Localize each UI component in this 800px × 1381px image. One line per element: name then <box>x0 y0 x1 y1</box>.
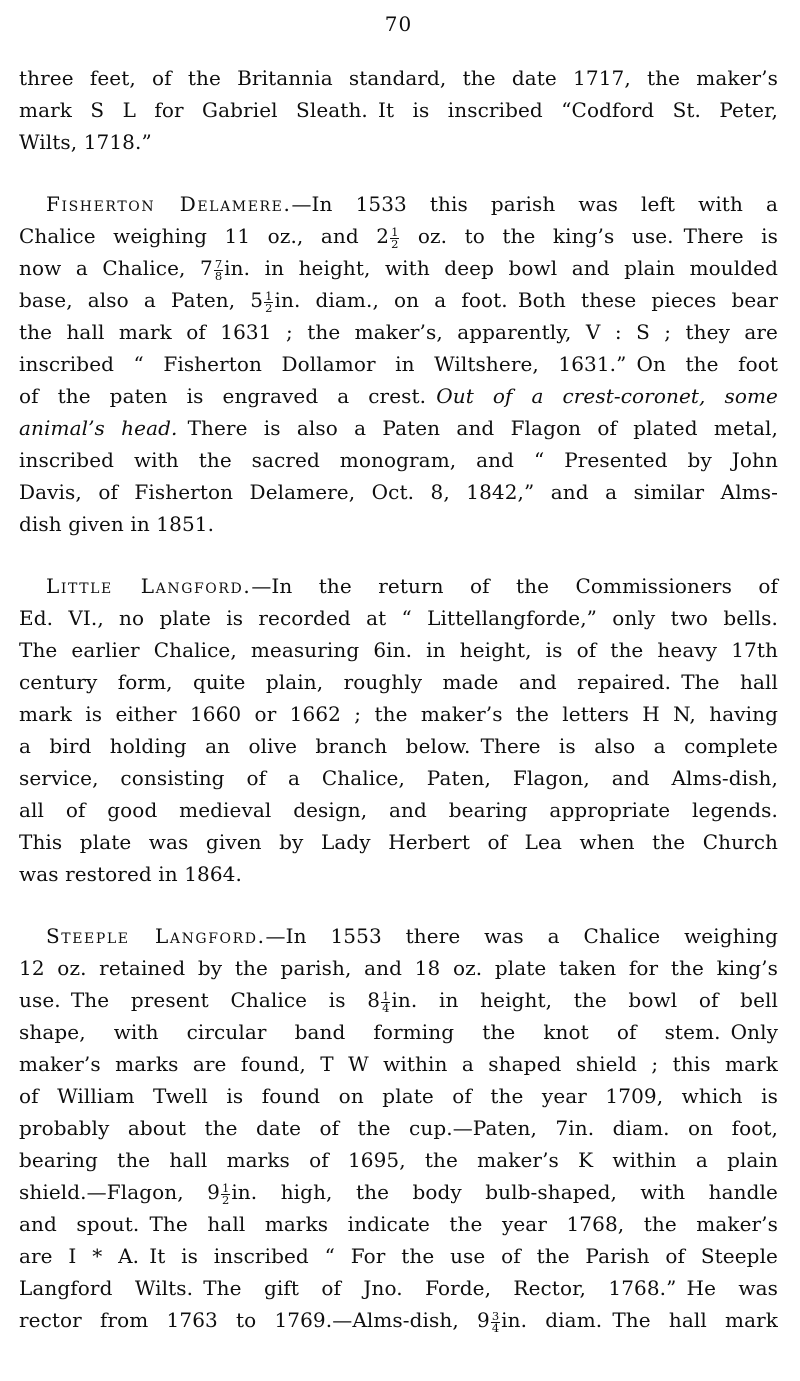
text-line <box>19 762 778 794</box>
text-segment: Wilts, 1718.” <box>19 130 152 154</box>
text-line <box>19 1144 778 1176</box>
text-line <box>19 1080 778 1112</box>
text-line <box>19 984 778 1016</box>
text-segment: of William Twell is found on plate of the year 1709, which is <box>19 1084 778 1108</box>
text-segment: inscribed “ Fisherton Dollamor in Wiltshere, 1631.” On the foot <box>19 352 778 376</box>
text-line <box>19 1112 778 1144</box>
text-line <box>19 508 778 540</box>
text-segment: dish given in 1851. <box>19 512 215 536</box>
section-heading-steeple-langford: Steeple Langford. <box>46 924 266 948</box>
text-line <box>19 316 778 348</box>
text-segment: bearing the hall marks of 1695, the maker’s K within a plain <box>19 1148 778 1172</box>
text-segment: the hall mark of 1631 ; the maker’s, apparently, V : S ; they are <box>19 320 778 344</box>
text-line <box>19 794 778 826</box>
text-segment: shape, with circular band forming the knot of stem. Only <box>19 1020 778 1044</box>
text-line <box>19 1176 778 1208</box>
text-segment: This plate was given by Lady Herbert of Lea when the Church <box>19 830 778 854</box>
text-line <box>19 94 778 126</box>
text-line <box>19 826 778 858</box>
text-segment: service, consisting of a Chalice, Paten, Flagon, and Alms-dish, <box>19 766 778 790</box>
text-segment: Chalice weighing 11 oz., and 2 <box>19 224 390 248</box>
text-segment: There is also a Paten and Flagon of plated metal, <box>177 416 779 440</box>
text-segment: 12 oz. retained by the parish, and 18 oz. plate taken for the king’s <box>19 956 778 980</box>
paragraph-steeple-langford <box>19 920 778 1336</box>
text-line <box>19 62 778 94</box>
text-segment: in. diam. The hall mark <box>501 1308 778 1332</box>
text-line <box>19 284 778 316</box>
text-segment: use. The present Chalice is 8 <box>19 988 381 1012</box>
text-segment: Out of a crest-coronet, some <box>436 384 778 408</box>
text-segment: Ed. VI., no plate is recorded at “ Littellangforde,” only two bells. <box>19 606 778 630</box>
text-segment: shield.—Flagon, 9 <box>19 1180 220 1204</box>
text-line <box>19 634 778 666</box>
stacked-fraction: $\frac{3}{4}$ <box>491 1308 500 1335</box>
text-segment: —In 1553 there was a Chalice weighing <box>265 924 778 948</box>
text-line <box>19 1208 778 1240</box>
text-segment: Langford Wilts. The gift of Jno. Forde, Rector, 1768.” He was <box>19 1276 778 1300</box>
text-line <box>19 444 778 476</box>
text-segment: —In 1533 this parish was left with a <box>291 192 778 216</box>
text-segment: in. high, the body bulb-shaped, with handle <box>231 1180 778 1204</box>
text-line <box>19 220 778 252</box>
section-heading-little-langford: Little Langford. <box>46 574 252 598</box>
text-segment: in. in height, with deep bowl and plain moulded <box>224 256 778 280</box>
text-line <box>19 188 778 220</box>
text-segment: all of good medieval design, and bearing appropriate legends. <box>19 798 778 822</box>
text-line <box>19 1272 778 1304</box>
text-line <box>19 126 778 158</box>
text-segment: in. in height, the bowl of bell <box>391 988 778 1012</box>
text-segment: century form, quite plain, roughly made and repaired. The hall <box>19 670 778 694</box>
paragraph-fisherton-delamere <box>19 188 778 540</box>
text-line <box>19 730 778 762</box>
text-segment: base, also a Paten, 5 <box>19 288 264 312</box>
text-segment: of the paten is engraved a crest. <box>19 384 437 408</box>
text-segment: oz. to the king’s use. There is <box>400 224 778 248</box>
text-line <box>19 412 778 444</box>
section-heading-fisherton-delamere: Fisherton Delamere. <box>46 192 292 216</box>
text-segment: mark is either 1660 or 1662 ; the maker’s the letters H N, having <box>19 702 778 726</box>
text-segment: —In the return of the Commissioners of <box>251 574 778 598</box>
text-line <box>19 380 778 412</box>
text-segment: probably about the date of the cup.—Paten, 7in. diam. on foot, <box>19 1116 778 1140</box>
text-line <box>19 1048 778 1080</box>
text-line <box>19 570 778 602</box>
text-block <box>19 62 778 1336</box>
stacked-fraction: $\frac{7}{8}$ <box>214 256 223 283</box>
stacked-fraction: $\frac{1}{4}$ <box>382 988 390 1015</box>
text-line <box>19 602 778 634</box>
text-segment: animal’s head. <box>19 416 178 440</box>
text-line <box>19 1016 778 1048</box>
text-segment: inscribed with the sacred monogram, and “ Presented by John <box>19 448 778 472</box>
text-line <box>19 348 778 380</box>
stacked-fraction: $\frac{1}{2}$ <box>265 288 273 315</box>
text-line <box>19 1240 778 1272</box>
paragraph-codford-continuation <box>19 62 778 158</box>
text-line <box>19 666 778 698</box>
text-segment: was restored in 1864. <box>19 862 242 886</box>
page-number: 70 <box>384 12 413 36</box>
text-line <box>19 252 778 284</box>
text-segment: three feet, of the Britannia standard, the date 1717, the maker’s <box>19 66 778 90</box>
stacked-fraction: $\frac{1}{2}$ <box>391 224 399 251</box>
text-line <box>19 476 778 508</box>
text-line <box>19 952 778 984</box>
text-segment: in. diam., on a foot. Both these pieces bear <box>274 288 778 312</box>
text-segment: Davis, of Fisherton Delamere, Oct. 8, 1842,” and a similar Alms- <box>19 480 778 504</box>
text-segment: and spout. The hall marks indicate the year 1768, the maker’s <box>19 1212 778 1236</box>
stacked-fraction: $\frac{1}{2}$ <box>221 1180 230 1207</box>
text-segment: mark S L for Gabriel Sleath. It is inscribed “Codford St. Peter, <box>19 98 778 122</box>
text-segment: rector from 1763 to 1769.—Alms-dish, 9 <box>19 1308 490 1332</box>
text-line <box>19 1304 778 1336</box>
paragraph-little-langford <box>19 570 778 890</box>
text-line <box>19 858 778 890</box>
text-segment: are I * A. It is inscribed “ For the use of the Parish of Steeple <box>19 1244 778 1268</box>
text-segment: now a Chalice, 7 <box>19 256 213 280</box>
text-segment: a bird holding an olive branch below. There is also a complete <box>19 734 778 758</box>
text-line <box>19 920 778 952</box>
text-line <box>19 698 778 730</box>
text-segment: The earlier Chalice, measuring 6in. in height, is of the heavy 17th <box>19 638 778 662</box>
text-segment: maker’s marks are found, T W within a shaped shield ; this mark <box>19 1052 778 1076</box>
